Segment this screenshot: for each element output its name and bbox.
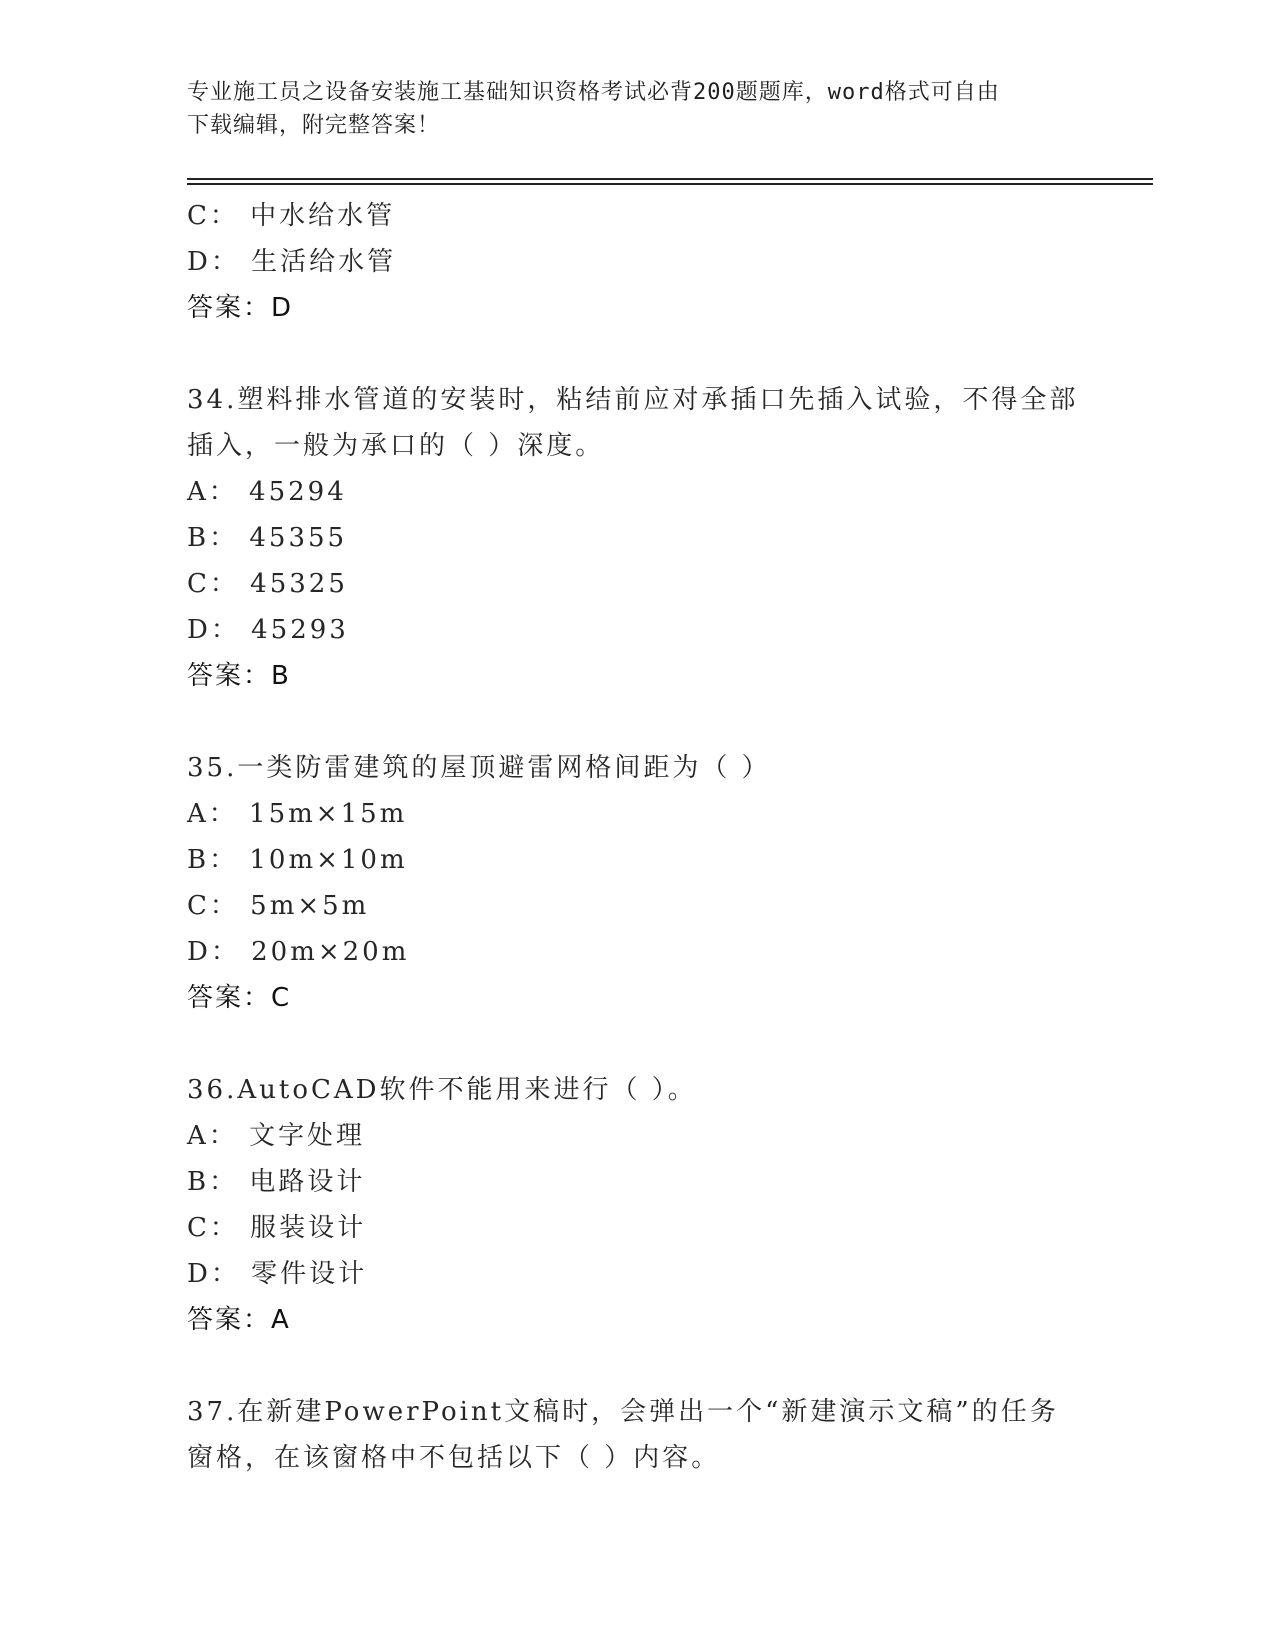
question-stem: 35.一类防雷建筑的屋顶避雷网格间距为（ ） [187, 753, 771, 783]
question-35 [187, 745, 1087, 1021]
option-d: D： 20m×20m [187, 937, 410, 967]
question-33 [187, 193, 1087, 331]
header-divider-bottom [187, 183, 1153, 185]
question-stem-continued: 插入，一般为承口的（ ）深度。 [187, 431, 605, 461]
question-stem: 37.在新建PowerPoint文稿时，会弹出一个“新建演示文稿”的任务 [187, 1397, 1059, 1427]
option-a: A： 文字处理 [187, 1121, 366, 1151]
header-divider-top [187, 178, 1153, 180]
option-c: C： 中水给水管 [187, 201, 396, 231]
option-c: C： 45325 [187, 569, 348, 599]
spacer [187, 331, 1087, 377]
spacer [187, 699, 1087, 745]
question-36 [187, 1067, 1087, 1343]
question-34 [187, 377, 1087, 699]
option-d: D： 45293 [187, 615, 349, 645]
option-a: A： 45294 [187, 477, 347, 507]
option-d: D： 生活给水管 [187, 247, 397, 277]
option-c: C： 5m×5m [187, 891, 370, 921]
header-line-2: 下载编辑，附完整答案！ [187, 113, 441, 138]
option-b: B： 电路设计 [187, 1167, 366, 1197]
option-b: B： 10m×10m [187, 845, 408, 875]
question-list [187, 193, 1087, 1481]
option-d: D： 零件设计 [187, 1259, 368, 1289]
document-header [187, 76, 1067, 142]
answer: 答案：B [187, 661, 291, 691]
option-a: A： 15m×15m [187, 799, 408, 829]
question-stem-continued: 窗格，在该窗格中不包括以下（ ）内容。 [187, 1443, 721, 1473]
answer: 答案：C [187, 983, 292, 1013]
spacer [187, 1343, 1087, 1389]
answer: 答案：D [187, 293, 294, 323]
question-37 [187, 1389, 1087, 1481]
header-line-1: 专业施工员之设备安装施工基础知识资格考试必背200题题库，word格式可自由 [187, 80, 1000, 105]
option-b: B： 45355 [187, 523, 348, 553]
answer: 答案：A [187, 1305, 291, 1335]
option-c: C： 服装设计 [187, 1213, 367, 1243]
question-stem: 36.AutoCAD软件不能用来进行（ ）。 [187, 1075, 697, 1105]
question-stem: 34.塑料排水管道的安装时，粘结前应对承插口先插入试验，不得全部 [187, 385, 1079, 415]
spacer [187, 1021, 1087, 1067]
